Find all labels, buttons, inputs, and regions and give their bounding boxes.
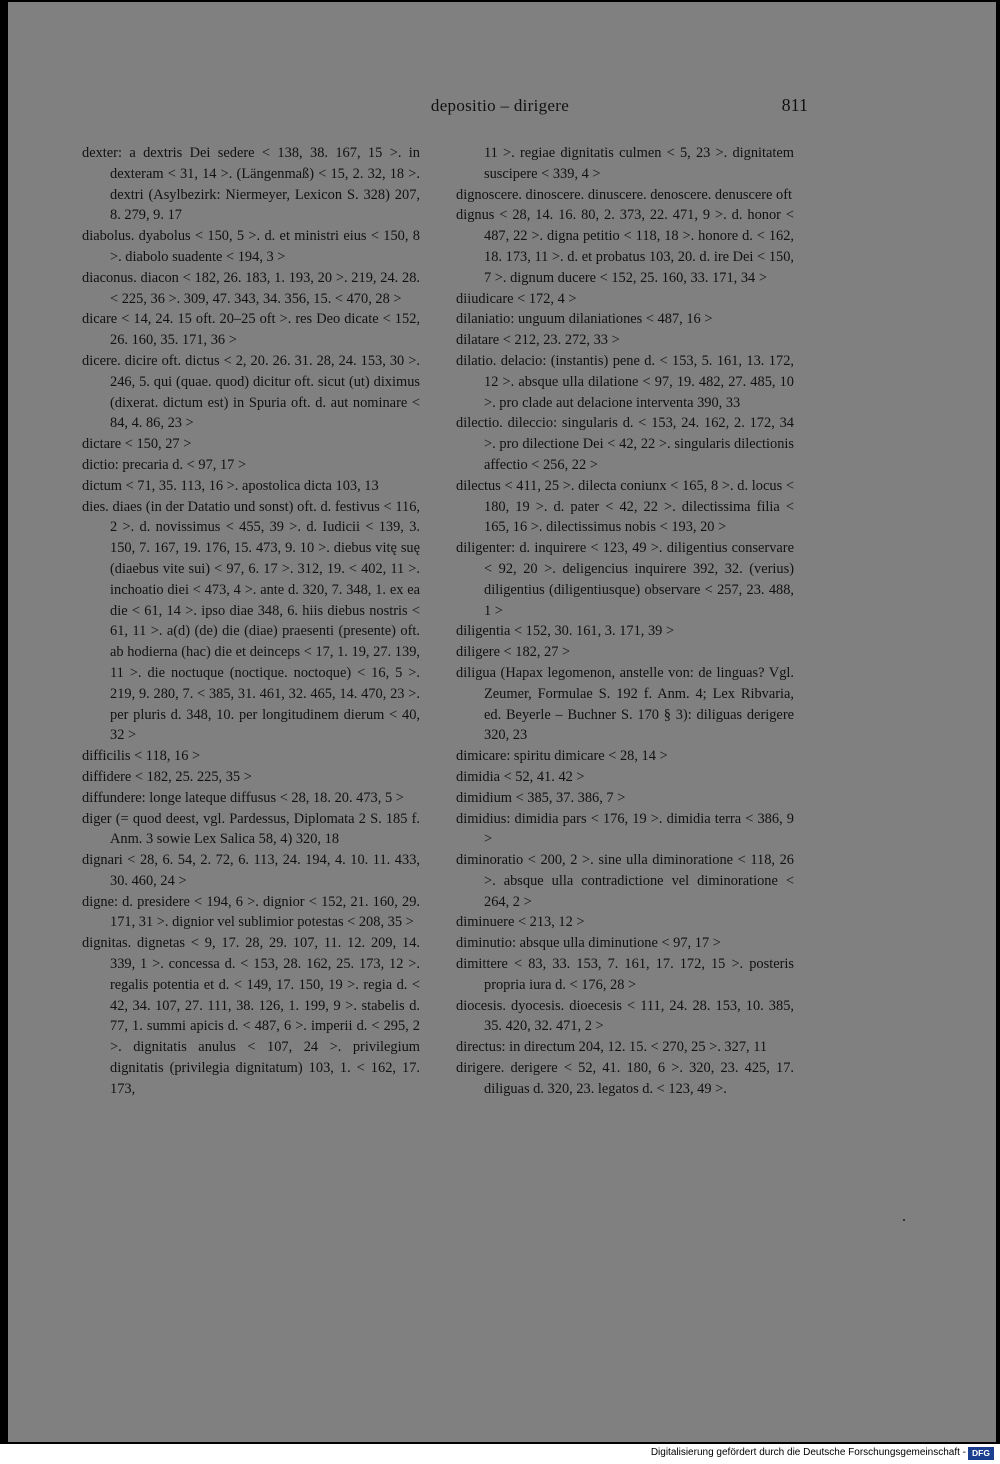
index-entry: diminuere < 213, 12 >: [456, 914, 585, 931]
index-entry: dignoscere. dinoscere. dinuscere. denoscere. denuscere oft: [456, 186, 793, 203]
index-entry: dimittere < 83, 33. 153, 7. 161, 17. 172, 15 >. posteris propria iura d. < 176, 28 >: [456, 956, 794, 993]
index-entry: dilatio. delacio: (instantis) pene d. < 153, 5. 161, 13. 172, 12 >. absque ulla dilatione < 97, 19. 482, 27. 485, 10 >. pro clade aut delacione interventa 390, 33: [456, 352, 794, 411]
index-entry: dictare < 150, 27 >: [82, 436, 192, 453]
index-entry: diffundere: longe lateque diffusus < 28, 18. 20. 473, 5 >: [82, 789, 404, 806]
index-entry: dimidium < 385, 37. 386, 7 >: [456, 789, 626, 806]
index-entry: dilaniatio: unguum dilaniationes < 487, 16 >: [456, 311, 713, 328]
index-entry: diiudicare < 172, 4 >: [456, 290, 577, 307]
index-entry: diligenter: d. inquirere < 123, 49 >. diligentius conservare < 92, 20 >. deligencius inquirere 392, 32. (verius) diligentius (diligentiusque) observare < 257, 23. 488, 1 >: [456, 540, 794, 619]
index-entry: diocesis. dyocesis. dioecesis < 111, 24. 28. 153, 10. 385, 35. 420, 32. 471, 2 >: [456, 997, 794, 1035]
index-entry: digne: d. presidere < 194, 6 >. dignior < 152, 21. 160, 29. 171, 31 >. dignior vel sublimior potestas < 208, 35 >: [82, 893, 420, 931]
index-entry: diligua (Hapax legomenon, anstelle von: de linguas? Vgl. Zeumer, Formulae S. 192 f. Anm. 4; Lex Ribvaria, ed. Beyerle – Buchner S. 170 § 3): diliguas derigere 320, 23: [456, 664, 794, 744]
index-entry: dilatare < 212, 23. 272, 33 >: [456, 332, 620, 349]
index-entry: diabolus. dyabolus < 150, 5 >. d. et ministri eius < 150, 8 >. diabolo suadente < 194, 3 >: [82, 228, 420, 265]
index-entry: dignus < 28, 14. 16. 80, 2. 373, 22. 471, 9 >. d. honor < 487, 22 >. digna petitio < 118, 18 >. honore d. < 162, 18. 173, 11 >. d. et probatus 103, 20. d. ire Dei < 150, 7 >. dignum ducere < 152, 25. 160, 33. 171, 34 >: [456, 207, 794, 286]
index-entry: dilectus < 411, 25 >. dilecta coniunx < 165, 8 >. d. locus < 180, 19 >. d. pater < 42, 22 >. dilectissima filia < 165, 16 >. dilectissimus nobis < 193, 20 >: [456, 477, 794, 536]
index-entry: difficilis < 118, 16 >: [82, 748, 201, 765]
dfg-logo: DFG: [968, 1447, 994, 1460]
index-entry: diminoratio < 200, 2 >. sine ulla diminoratione < 118, 26 >. absque ulla contradictione vel diminoratione < 264, 2 >: [456, 852, 794, 910]
index-entry: directus: in directum 204, 12. 15. < 270, 25 >. 327, 11: [456, 1039, 768, 1056]
index-entry: dimidia < 52, 41. 42 >: [456, 768, 585, 785]
index-entry: dimidius: dimidia pars < 176, 19 >. dimidia terra < 386, 9 >: [456, 810, 794, 848]
index-entry: dicare < 14, 24. 15 oft. 20–25 oft >. res Deo dicate < 152, 26. 160, 35. 171, 36 >: [82, 311, 420, 349]
index-entry: diligentia < 152, 30. 161, 3. 171, 39 >: [456, 623, 675, 640]
funding-credit: Digitalisierung gefördert durch die Deutsche Forschungsgemeinschaft -: [650, 1447, 966, 1458]
index-entry: diminutio: absque ulla diminutione < 97, 17 >: [456, 935, 721, 952]
index-entry: diligere < 182, 27 >: [456, 644, 571, 661]
index-entry: dicere. dicire oft. dictus < 2, 20. 26. 31. 28, 24. 153, 30 >. 246, 5. qui (quae. quod) dicitur oft. sicut (ut) diximus (dixerat. dictum est) in Spuria oft. d. aut nominare < 84, 4. 86, 23 >: [82, 352, 420, 432]
index-entry: dies. diaes (in der Datatio und sonst) oft. d. festivus < 116, 2 >. d. novissimus < 455, 39 >. d. Iudicii < 139, 3. 150, 7. 167, 19. 176, 15. 473, 9. 10 >. diebus vitę suę (diaebus vite sui) < 97, 6. 17 >. 312, 19. < 402, 11 >. inchoatio diei < 473, 4 >. ante d. 320, 7. 348, 1. ex ea die < 61, 14 >. ipso diae 348, 6. hiis diebus nostris < 61, 11 >. a(d) (de) die (diae) praesenti (presente) oft. ab hodierna (hac) die et deinceps < 17, 1. 19, 27. 139, 11 >. die noctuque (noctique. noctoque) < 16, 5 >. 219, 9. 280, 7. < 385, 31. 461, 32. 465, 14. 470, 23 >. per pluris d. 348, 10. per longitudinem dierum < 40, 32 >: [82, 498, 420, 744]
right-column: [456, 143, 794, 1100]
page-number: 811: [781, 95, 808, 115]
index-entry: dignitas. dignetas < 9, 17. 28, 29. 107, 11. 12. 209, 14. 339, 1 >. concessa d. < 153, 28. 162, 25. 173, 12 >. regalis potentia et d. < 149, 17. 150, 19 >. regia d. < 42, 34. 107, 27. 111, 38. 126, 1. 199, 9 >. stabelis d. 77, 1. summi apicis d. < 487, 6 >. imperii d. < 295, 2 >. dignitatis anulus < 107, 24 >. privilegium dignitatis (privilegia dignitatum) 103, 1. < 162, 17. 173,: [82, 935, 420, 1097]
left-column: [82, 143, 420, 1100]
running-head: depositio – dirigere: [430, 96, 570, 115]
index-entry: diffidere < 182, 25. 225, 35 >: [82, 768, 252, 785]
index-entry: dimicare: spiritu dimicare < 28, 14 >: [456, 748, 668, 765]
index-entry: dirigere. derigere < 52, 41. 180, 6 >. 320, 23. 425, 17. diliguas d. 320, 23. legatos d. < 123, 49 >.: [456, 1060, 794, 1097]
index-entry: dilectio. dileccio: singularis d. < 153, 24. 162, 2. 172, 34 >. pro dilectione Dei < 42, 22 >. singularis dilectionis affectio < 256, 22 >: [456, 415, 794, 473]
scan-speck: [903, 1219, 905, 1221]
index-entry: diaconus. diacon < 182, 26. 183, 1. 193, 20 >. 219, 24. 28. < 225, 36 >. 309, 47. 343, 34. 356, 15. < 470, 28 >: [82, 269, 420, 307]
index-entry-continuation: 11 >. regiae dignitatis culmen < 5, 23 >. dignitatem suscipere < 339, 4 >: [484, 145, 794, 182]
index-entry: dexter: a dextris Dei sedere < 138, 38. 167, 15 >. in dexteram < 31, 14 >. (Längenmaß) < 15, 2. 32, 18 >. dextri (Asylbezirk: Niermeyer, Lexicon S. 328) 207, 8. 279, 9. 17: [82, 145, 420, 224]
index-entry: dignari < 28, 6. 54, 2. 72, 6. 113, 24. 194, 4. 10. 11. 433, 30. 460, 24 >: [82, 852, 420, 889]
index-entry: dictio: precaria d. < 97, 17 >: [82, 456, 247, 473]
footer-bar: [0, 1444, 1000, 1464]
index-entry: diger (= quod deest, vgl. Pardessus, Diplomata 2 S. 185 f. Anm. 3 sowie Lex Salica 58, 4) 320, 18: [82, 810, 420, 848]
index-entry: dictum < 71, 35. 113, 16 >. apostolica dicta 103, 13: [82, 477, 379, 494]
